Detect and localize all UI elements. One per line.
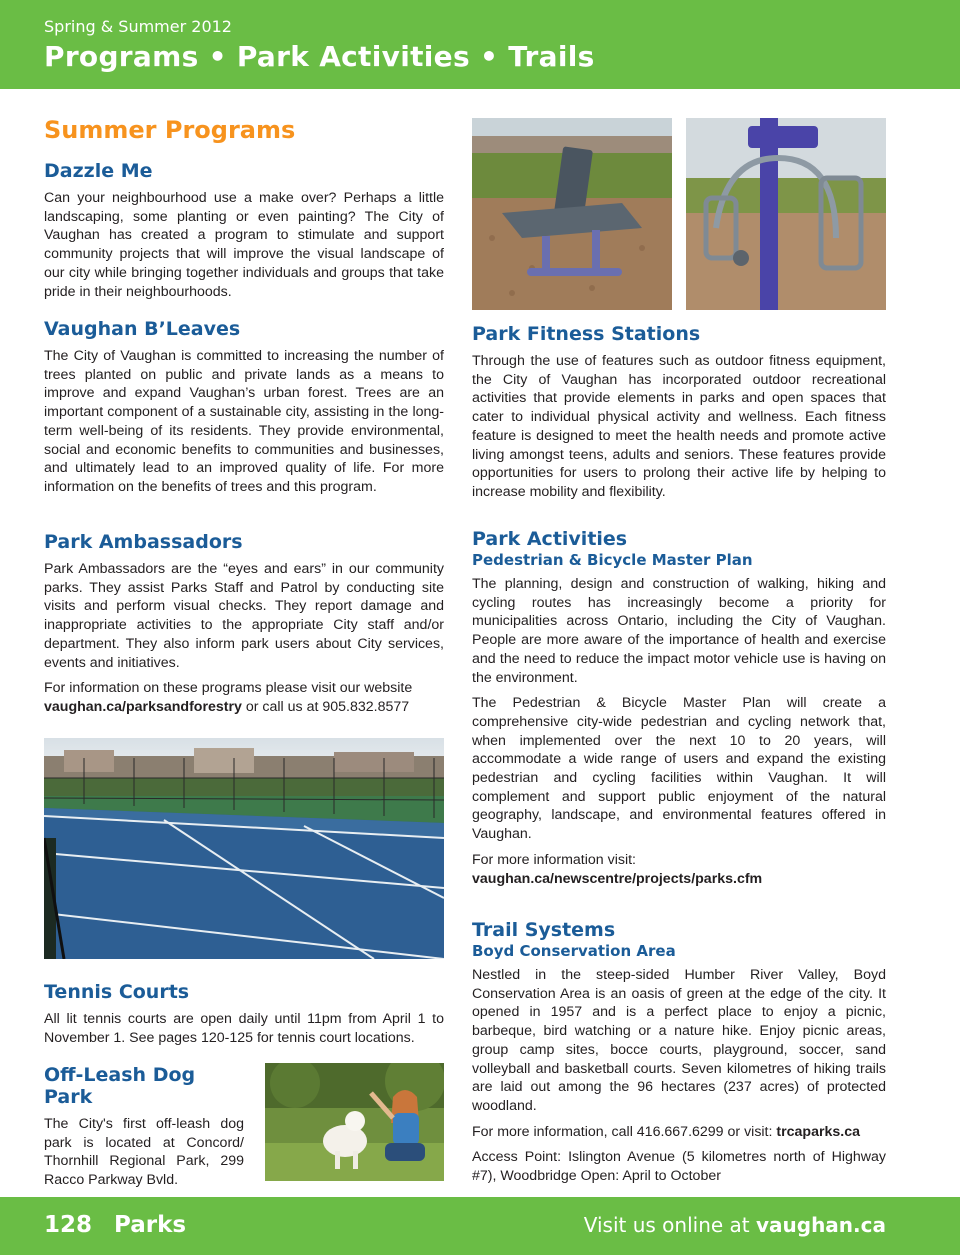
footer-visit-text: Visit us online at <box>583 1213 756 1237</box>
footer-section-name: Parks <box>114 1212 187 1238</box>
park-fitness-stations-block <box>472 323 886 502</box>
dazzle-me-heading: Dazzle Me <box>44 160 153 182</box>
master-plan-info-label: For more information visit: <box>472 851 636 868</box>
master-plan-subheading: Pedestrian & Bicycle Master Plan <box>472 551 753 569</box>
vaughan-bleaves-block <box>44 318 444 497</box>
fitness-bench-illustration <box>472 118 672 310</box>
boyd-access-point: Access Point: Islington Avenue (5 kilometres north of Highway #7), Woodbridge Open: April to October <box>472 1149 886 1185</box>
trail-systems-heading: Trail Systems <box>472 919 616 941</box>
summer-programs-section <box>44 116 444 144</box>
trail-systems-block <box>472 919 886 1186</box>
vaughan-bleaves-heading: Vaughan B’Leaves <box>44 318 241 340</box>
tennis-courts-heading: Tennis Courts <box>44 981 190 1003</box>
programs-info-text: For information on these programs please visit our website <box>44 680 413 697</box>
tennis-courts-body: All lit tennis courts are open daily until 11pm from April 1 to November 1. See pages 120-125 for tennis court locations. <box>44 1011 444 1046</box>
dog-park-photo <box>265 1063 444 1181</box>
footer-website-link[interactable]: vaughan.ca <box>755 1213 886 1237</box>
vaughan-bleaves-body: The City of Vaughan is committed to increasing the number of trees planted on public and private lands as a means to improve and expand Vaughan’s urban forest. Trees are an important component of a sustainable city, assisting in the long-term well-being of its residents. They provide environmental, social and economic benefits to communities and businesses, and ultimately lead to an improved quality of life. For more information on the benefits of trees and this program. <box>44 348 444 495</box>
park-ambassadors-heading: Park Ambassadors <box>44 531 243 553</box>
boyd-subheading: Boyd Conservation Area <box>472 942 676 960</box>
dog-park-heading: Off-Leash Dog Park <box>44 1064 196 1108</box>
page-title: Programs • Park Activities • Trails <box>44 40 595 73</box>
dog-park-body: The City's first off-leash dog park is located at Concord/ Thornhill Regional Park, 299 Racco Parkway Bvld. <box>44 1116 244 1189</box>
fitness-machine-illustration <box>686 118 886 310</box>
fitness-station-photo-1 <box>472 118 672 310</box>
fitness-stations-heading: Park Fitness Stations <box>472 323 701 345</box>
boyd-info <box>472 1123 886 1142</box>
fitness-stations-body: Through the use of features such as outdoor fitness equipment, the City of Vaughan has incorporated outdoor recreational activities that provide elements in parks and open spaces that cater to individual physical activity and wellness. Each fitness feature is designed to meet the health needs and promote active living amongst teens, adults and seniors. These features provide opportunities for users to prolong their active life by helping to increase mobility and flexibility. <box>472 353 886 500</box>
park-activities-block <box>472 528 886 888</box>
page-footer <box>0 1197 960 1255</box>
fitness-station-photo-2 <box>686 118 886 310</box>
off-leash-dog-park-block <box>44 1064 244 1190</box>
parks-projects-link[interactable]: vaughan.ca/newscentre/projects/parks.cfm <box>472 870 763 887</box>
dazzle-me-block <box>44 160 444 301</box>
boyd-body: Nestled in the steep-sided Humber River Valley, Boyd Conservation Area is an oasis of green at the edge of the city. It opened in 1957 and is a perfect place to enjoy a picnic, barbeque, bird watching or a nature hike. Enjoy picnic areas, group camp sites, bocce courts, playground, soccer, sand volleyball and basketball courts. Seven kilometres of hiking trails are laid out among the 96 hectares (237 acres) of protected woodland. <box>472 967 886 1114</box>
footer-visit <box>584 1213 886 1237</box>
tennis-court-illustration <box>44 738 444 959</box>
programs-phone-text: or call us at 905.832.8577 <box>241 698 410 715</box>
tennis-court-photo <box>44 738 444 959</box>
programs-info <box>44 679 444 716</box>
dazzle-me-body: Can your neighbourhood use a make over? Perhaps a little landscaping, some planting or even painting? The City of Vaughan has created a program to stimulate and support community projects that will improve the visual landscape of our city while bringing together individuals and groups that take pride in their neighbourhoods. <box>44 190 444 300</box>
dog-and-woman-illustration <box>265 1063 444 1181</box>
park-activities-heading: Park Activities <box>472 528 628 550</box>
page-number: 128 <box>44 1212 93 1238</box>
master-plan-body-1: The planning, design and construction of walking, hiking and cycling routes has increasingly become a priority for municipalities across Ontario, including the City of Vaughan. People are more aware of the importance of health and exercise and the need to reduce the impact motor vehicle use is having on the environment. <box>472 576 886 686</box>
trcaparks-link[interactable]: trcaparks.ca <box>776 1123 860 1140</box>
parksandforestry-link[interactable]: vaughan.ca/parksandforestry <box>44 698 242 715</box>
page-header <box>0 0 960 89</box>
master-plan-body-2: The Pedestrian & Bicycle Master Plan will create a comprehensive city-wide pedestrian and cycling network that, when implemented over the next 10 to 20 years, will accommodate a wide range of users and expand the existing pedestrian and cycling facilities within Vaughan. It will complement and support public enjoyment of the natural geography, landscape, and environmental features offered in Vaughan. <box>472 695 886 843</box>
boyd-info-text: For more information, call 416.667.6299 or visit: <box>472 1123 777 1140</box>
park-ambassadors-block <box>44 531 444 717</box>
park-ambassadors-body: Park Ambassadors are the “eyes and ears” in our community parks. They assist Parks Staff and Patrol by conducting site visits and perform visual checks. They report damage and inappropriate activities to the appropriate City staff and/or department. They also inform park users about City services, events and initiatives. <box>44 561 444 671</box>
season-label: Spring & Summer 2012 <box>44 17 232 36</box>
tennis-courts-block <box>44 981 444 1047</box>
section-title: Summer Programs <box>44 116 296 144</box>
